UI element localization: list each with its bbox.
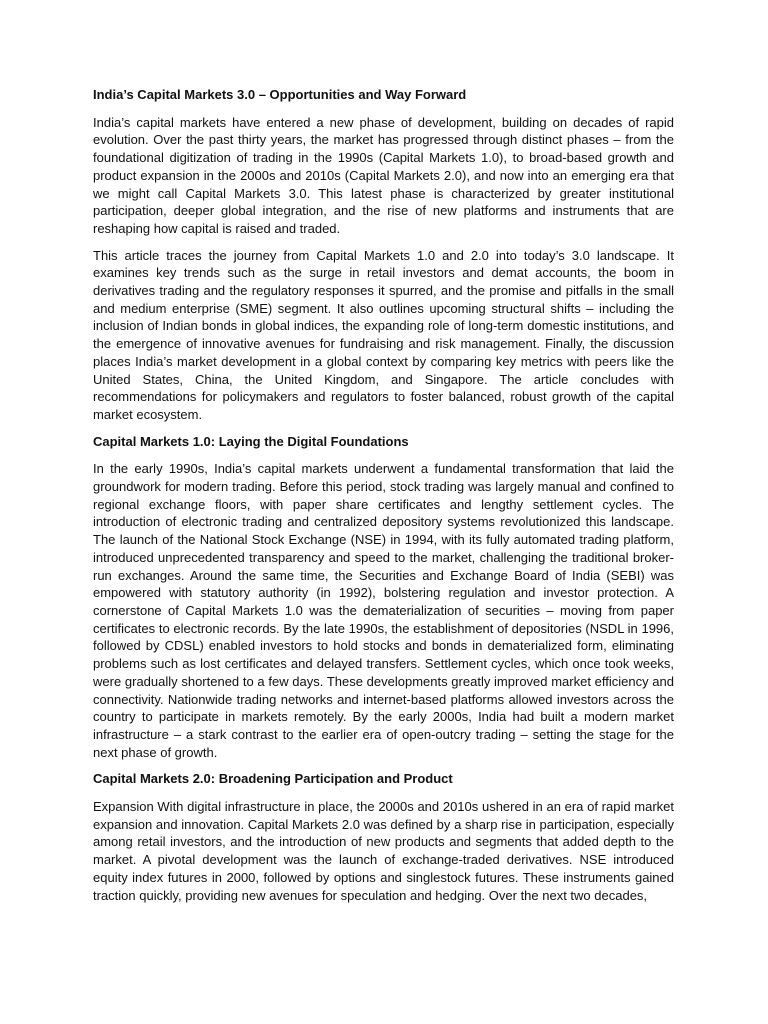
document-page <box>93 86 674 913</box>
section-cm2-paragraph: Expansion With digital infrastructure in place, the 2000s and 2010s ushered in an era of rapid market expansion and innovation. Capital Markets 2.0 was defined by a sharp rise in participation, especially among retail investors, and the introduction of new products and segments that added depth to the market. A pivotal development was the launch of exchange-traded derivatives. NSE introduced equity index futures in 2000, followed by options and singlestock futures. These instruments gained traction quickly, providing new avenues for speculation and hedging. Over the next two decades, <box>93 799 674 903</box>
section-heading-cm2: Capital Markets 2.0: Broadening Participation and Product <box>93 771 453 787</box>
document-title: India’s Capital Markets 3.0 – Opportunities and Way Forward <box>93 87 467 102</box>
intro-paragraph-2: This article traces the journey from Capital Markets 1.0 and 2.0 into today’s 3.0 landscape. It examines key trends such as the surge in retail investors and demat accounts, the boom in derivatives trading and the regulatory responses it spurred, and the promise and pitfalls in the small and medium enterprise (SME) segment. It also outlines upcoming structural shifts – including the inclusion of Indian bonds in global indices, the expanding role of long-term domestic institutions, and the emergence of innovative avenues for fundraising and risk management. Finally, the discussion places India’s market development in a global context by comparing key metrics with peers like the United States, China, the United Kingdom, and Singapore. The article concludes with recommendations for policymakers and regulators to foster balanced, robust growth of the capital market ecosystem. <box>93 247 674 422</box>
section-cm1-paragraph: In the early 1990s, India’s capital markets underwent a fundamental transformation that laid the groundwork for modern trading. Before this period, stock trading was largely manual and confined to regional exchange floors, with paper share certificates and lengthy settlement cycles. The introduction of electronic trading and centralized depository systems revolutionized this landscape. The launch of the National Stock Exchange (NSE) in 1994, with its fully automated trading platform, introduced unprecedented transparency and speed to the market, challenging the traditional broker-run exchanges. Around the same time, the Securities and Exchange Board of India (SEBI) was empowered with statutory authority (in 1992), bolstering regulation and investor protection. A cornerstone of Capital Markets 1.0 was the dematerialization of securities – moving from paper certificates to electronic records. By the late 1990s, the establishment of depositories (NSDL in 1996, followed by CDSL) enabled investors to hold stocks and bonds in dematerialized form, eliminating problems such as lost certificates and delayed transfers. Settlement cycles, which once took weeks, were gradually shortened to a few days. These developments greatly improved market efficiency and connectivity. Nationwide trading networks and internet-based platforms allowed investors across the country to participate in markets remotely. By the early 2000s, India had built a modern market infrastructure – a stark contrast to the earlier era of open-outcry trading – setting the stage for the next phase of growth. <box>93 461 674 760</box>
intro-paragraph-1: India’s capital markets have entered a new phase of development, building on decades of rapid evolution. Over the past thirty years, the market has progressed through distinct phases – from the foundational digitization of trading in the 1990s (Capital Markets 1.0), to broad-based growth and product expansion in the 2000s and 2010s (Capital Markets 2.0), and now into an emerging era that we might call Capital Markets 3.0. This latest phase is characterized by greater institutional participation, deeper global integration, and the rise of new platforms and instruments that are reshaping how capital is raised and traded. <box>93 114 674 236</box>
section-heading-cm1: Capital Markets 1.0: Laying the Digital Foundations <box>93 433 409 449</box>
